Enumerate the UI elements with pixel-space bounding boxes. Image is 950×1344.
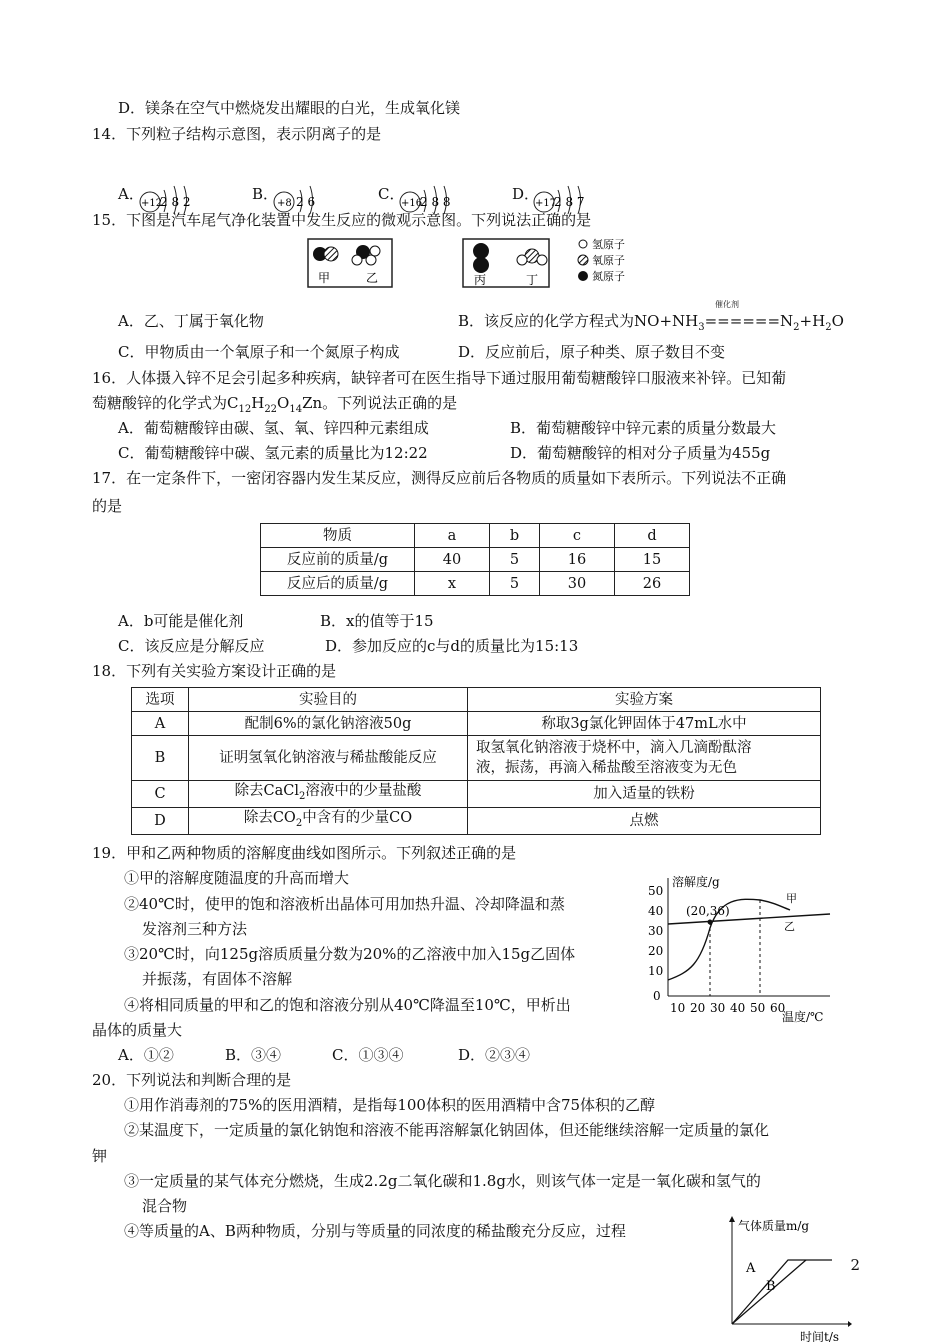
table-cell xyxy=(189,781,468,808)
q15-option-a: A．乙、丁属于氧化物 xyxy=(118,312,264,330)
table-cell: C xyxy=(132,781,189,808)
q16-option-b: B．葡萄糖酸锌中锌元素的质量分数最大 xyxy=(510,419,777,437)
q16-formula-zn: Zn。下列说法正确的是 xyxy=(302,394,458,412)
q17-line1: 17．在一定条件下，一密闭容器内发生某反应，测得反应前后各物质的质量如下表所示。下列说法不正确 xyxy=(92,469,787,487)
q19-statement-2a: ②40℃时，使甲的饱和溶液析出晶体可用加热升温、冷却降温和蒸 xyxy=(124,895,565,913)
q19-statement-3b: 并振荡，有固体不溶解 xyxy=(142,970,293,988)
q14-b-letter: B． xyxy=(252,185,279,203)
table-cell: A xyxy=(132,712,189,736)
q16-line2 xyxy=(92,393,457,420)
x-tick-label: 40 xyxy=(730,1001,746,1015)
q17-line2: 的是 xyxy=(92,497,123,515)
q14-d-shells: 2 8 7 xyxy=(554,195,585,209)
q16-sub14: 14 xyxy=(289,404,303,415)
q14-c-letter: C． xyxy=(378,185,405,203)
q18-stem: 18．下列有关实验方案设计正确的是 xyxy=(92,662,337,680)
q19-stem: 19．甲和乙两种物质的溶解度曲线如图所示。下列叙述正确的是 xyxy=(92,844,517,862)
q19-statement-2b: 发溶剂三种方法 xyxy=(142,920,248,938)
table-cell: 5 xyxy=(490,572,540,596)
q15-legend-n: 氮原子 xyxy=(592,270,625,283)
table-header: 实验方案 xyxy=(468,688,821,712)
q19-statement-4b: 晶体的质量大 xyxy=(92,1021,183,1039)
q18-experiment-table xyxy=(131,687,821,835)
q18-b-plan-line2: 液，振荡，再滴入稀盐酸至溶液变为无色 xyxy=(476,760,737,776)
y-axis-arrow xyxy=(729,1216,735,1222)
q20-statement-4: ④等质量的A、B两种物质，分别与等质量的同浓度的稀盐酸充分反应，过程 xyxy=(124,1222,626,1240)
q17-mass-table xyxy=(260,523,690,596)
q14-c-shells: 2 8 8 xyxy=(420,195,451,209)
q14-a-nucleus: +12 xyxy=(141,198,163,209)
table-cell: 30 xyxy=(539,572,614,596)
table-cell: B xyxy=(132,736,189,781)
chart-ylabel: 溶解度/g xyxy=(672,875,720,889)
table-row xyxy=(261,524,690,548)
q18-d-goal-pre: 除去CO xyxy=(243,809,296,826)
q15-catalyst-label: 催化剂 xyxy=(715,300,739,309)
table-row xyxy=(132,712,821,736)
table-cell: 称取3g氯化钾固体于47mL水中 xyxy=(468,712,821,736)
y-tick-label: 10 xyxy=(648,964,664,978)
q14-b-shells: 2 6 xyxy=(296,195,316,209)
q16-formula-c: 萄糖酸锌的化学式为C xyxy=(92,394,239,412)
point-label: (20,36) xyxy=(686,904,730,918)
x-tick-label: 20 xyxy=(690,1001,706,1015)
chart-xlabel: 时间t/s xyxy=(800,1330,840,1342)
q19-solubility-chart xyxy=(640,868,840,1028)
q16-option-c: C．葡萄糖酸锌中碳、氢元素的质量比为12:22 xyxy=(118,444,428,462)
y-tick-label: 40 xyxy=(648,904,664,918)
series-label-jia: 甲 xyxy=(786,892,797,905)
q14-a-letter: A． xyxy=(118,185,144,203)
q15-option-c: C．甲物质由一个氧原子和一个氮原子构成 xyxy=(118,343,400,361)
table-cell: D xyxy=(132,807,189,834)
table-header: d xyxy=(614,524,689,548)
q17-option-b: B．x的值等于15 xyxy=(320,612,434,630)
q20-statement-1: ①用作消毒剂的75%的医用酒精，是指每100体积的医用酒精中含75体积的乙醇 xyxy=(124,1096,656,1114)
x-tick-label: 10 xyxy=(670,1001,686,1015)
table-row xyxy=(132,781,821,808)
table-row xyxy=(261,548,690,572)
q20-stem: 20．下列说法和判断合理的是 xyxy=(92,1071,292,1089)
q19-option-b: B．③④ xyxy=(225,1046,282,1064)
q15-option-b xyxy=(458,311,844,338)
x-tick-label: 60 xyxy=(770,1001,786,1015)
q15-b-sub2a: 2 xyxy=(793,322,800,333)
q15-label-yi: 乙 xyxy=(366,271,379,285)
table-cell: 16 xyxy=(539,548,614,572)
q14-stem: 14．下列粒子结构示意图，表示阴离子的是 xyxy=(92,125,382,143)
x-tick-label: 50 xyxy=(750,1001,766,1015)
q18-d-goal-post: 中含有的少量CO xyxy=(302,809,413,826)
q20-statement-2a: ②某温度下，一定质量的氯化钠饱和溶液不能再溶解氯化钠固体，但还能继续溶解一定质量的氯化 xyxy=(124,1121,770,1139)
series-b-label: B xyxy=(766,1279,776,1294)
q18-c-goal-pre: 除去CaCl xyxy=(234,783,300,799)
q16-sub12: 12 xyxy=(238,404,252,415)
table-row xyxy=(132,736,821,781)
q16-option-a: A．葡萄糖酸锌由碳、氢、氧、锌四种元素组成 xyxy=(118,419,429,437)
x-tick-label: 30 xyxy=(710,1001,726,1015)
q17-option-a: A．b可能是催化剂 xyxy=(118,612,244,630)
table-header: b xyxy=(490,524,540,548)
table-cell: 40 xyxy=(415,548,490,572)
table-cell: 证明氢氧化钠溶液与稀盐酸能反应 xyxy=(189,736,468,781)
q20-gas-mass-chart xyxy=(722,1214,852,1342)
table-cell: 点燃 xyxy=(468,807,821,834)
q18-d-sub2: 2 xyxy=(295,817,303,829)
table-cell: x xyxy=(415,572,490,596)
series-a-label: A xyxy=(746,1261,756,1276)
q20-statement-3b: 混合物 xyxy=(142,1197,188,1215)
y-tick-label: 30 xyxy=(648,924,664,938)
q16-sub22: 22 xyxy=(264,404,278,415)
q15-label-bing: 丙 xyxy=(474,273,487,287)
q16-formula-o: O xyxy=(277,394,290,412)
q14-c-nucleus: +16 xyxy=(401,198,423,209)
q16-line1: 16．人体摄入锌不足会引起多种疾病，缺锌者可在医生指导下通过服用葡萄糖酸锌口服液来补锌。已知葡 xyxy=(92,369,787,387)
q15-label-jia: 甲 xyxy=(318,271,331,285)
q15-label-ding: 丁 xyxy=(526,273,539,287)
q14-d-nucleus: +17 xyxy=(535,198,557,209)
table-cell: 15 xyxy=(614,548,689,572)
table-cell: 配制6%的氯化钠溶液50g xyxy=(189,712,468,736)
x-axis-arrow xyxy=(848,1321,852,1327)
q15-b-text: B．该反应的化学方程式为NO+NH xyxy=(458,312,699,330)
table-cell xyxy=(189,807,468,834)
q17-option-d: D．参加反应的c与d的质量比为15:13 xyxy=(325,637,579,655)
q15-reaction-diagram xyxy=(300,236,650,292)
q19-option-c: C．①③④ xyxy=(332,1046,404,1064)
table-header: c xyxy=(539,524,614,548)
series-label-yi: 乙 xyxy=(784,920,795,933)
q20-statement-2b: 钾 xyxy=(92,1147,108,1165)
q16-option-d: D．葡萄糖酸锌的相对分子质量为455g xyxy=(510,444,771,462)
q18-c-sub2: 2 xyxy=(299,790,306,802)
q15-legend-h: 氢原子 xyxy=(592,238,625,251)
x-tick-label: 0 xyxy=(653,989,661,1003)
q15-option-d: D．反应前后，原子种类、原子数目不变 xyxy=(458,343,726,361)
q19-statement-4a: ④将相同质量的甲和乙的饱和溶液分别从40℃降温至10℃，甲析出 xyxy=(124,996,571,1014)
chart-xlabel: 温度/℃ xyxy=(782,1010,824,1024)
table-cell: 反应后的质量/g xyxy=(261,572,415,596)
q14-a-shells: 2 8 2 xyxy=(160,195,191,209)
chart-ylabel: 气体质量m/g xyxy=(738,1219,810,1233)
table-row xyxy=(132,807,821,834)
table-cell: 26 xyxy=(614,572,689,596)
page-number: 2 xyxy=(850,1256,860,1274)
table-row xyxy=(261,572,690,596)
q14-d-letter: D． xyxy=(512,185,540,203)
q15-b-o: O xyxy=(831,312,844,330)
y-tick-label: 50 xyxy=(648,884,664,898)
table-cell: 5 xyxy=(490,548,540,572)
table-cell xyxy=(468,736,821,781)
table-header: 物质 xyxy=(261,524,415,548)
q19-option-d: D．②③④ xyxy=(458,1046,531,1064)
q15-b-arrow: ======N xyxy=(704,312,794,330)
q15-b-h: +H xyxy=(799,312,826,330)
table-header: a xyxy=(415,524,490,548)
q18-c-goal-post: 溶液中的少量盐酸 xyxy=(305,783,422,799)
y-tick-label: 20 xyxy=(648,944,664,958)
q18-b-plan-line1: 取氢氧化钠溶液于烧杯中，滴入几滴酚酞溶 xyxy=(476,740,752,756)
table-header: 选项 xyxy=(132,688,189,712)
q14-b-nucleus: +8 xyxy=(277,198,292,209)
q17-option-c: C．该反应是分解反应 xyxy=(118,637,265,655)
q15-b-sub2b: 2 xyxy=(825,322,832,333)
q19-option-a: A．①② xyxy=(118,1046,174,1064)
table-cell: 反应前的质量/g xyxy=(261,548,415,572)
table-row xyxy=(132,688,821,712)
table-cell: 加入适量的铁粉 xyxy=(468,781,821,808)
q20-statement-3a: ③一定质量的某气体充分燃烧，生成2.2g二氧化碳和1.8g水，则该气体一定是一氧化碳和氢气的 xyxy=(124,1172,761,1190)
q19-statement-1: ①甲的溶解度随温度的升高而增大 xyxy=(124,869,350,887)
q13-option-d: D．镁条在空气中燃烧发出耀眼的白光，生成氧化镁 xyxy=(118,99,461,117)
q15-b-sub3: 3 xyxy=(698,322,705,333)
q15-stem: 15．下图是汽车尾气净化装置中发生反应的微观示意图。下列说法正确的是 xyxy=(92,211,592,229)
q19-statement-3a: ③20℃时，向125g溶质质量分数为20%的乙溶液中加入15g乙固体 xyxy=(124,945,576,963)
table-header: 实验目的 xyxy=(189,688,468,712)
q15-legend-o: 氧原子 xyxy=(592,254,625,267)
q16-formula-h: H xyxy=(251,394,265,412)
